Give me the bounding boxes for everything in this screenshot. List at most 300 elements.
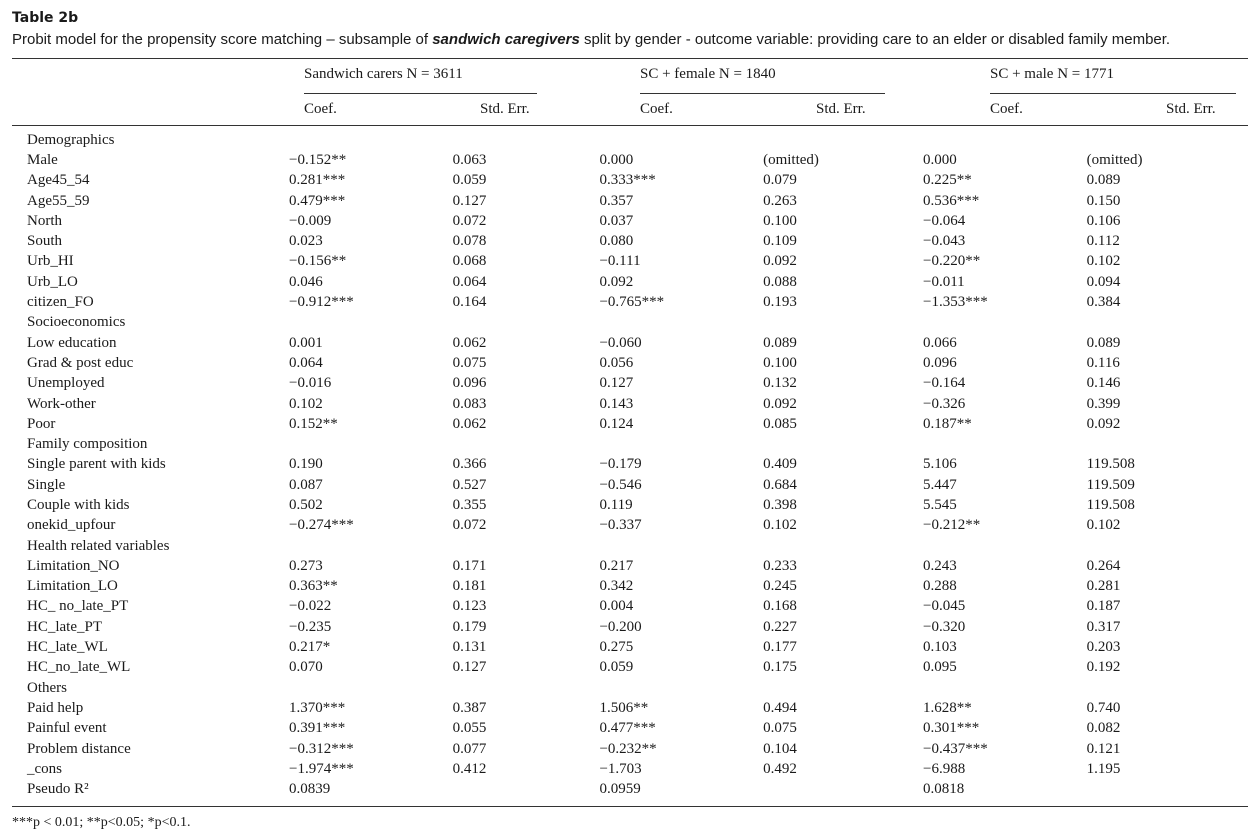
coef-cell: −0.437*** [923, 740, 988, 757]
coef-cell: 0.080 [599, 233, 634, 250]
spacer-cell [1176, 556, 1260, 576]
table-row [0, 191, 1260, 211]
coef-cell: 5.447 [923, 476, 957, 493]
std-err-cell: 0.079 [763, 172, 797, 189]
std-err-cell: 0.317 [1086, 618, 1121, 635]
coef-cell: 0.357 [599, 192, 634, 209]
section-label: Demographics [27, 131, 115, 148]
std-err-cell: 0.092 [1086, 415, 1121, 432]
coef-cell: 0.288 [923, 578, 957, 595]
group-header-male: SC + male N = 1771 [990, 66, 1114, 82]
std-err-cell: 119.508 [1086, 496, 1135, 513]
std-err-cell: 0.132 [763, 375, 797, 392]
spacer-cell [1176, 739, 1260, 759]
table-row [0, 495, 1260, 515]
std-err-cell: 0.055 [452, 720, 487, 737]
std-err-cell [453, 130, 600, 150]
spacer-cell [1176, 719, 1260, 739]
std-err-cell: 0.192 [1086, 659, 1121, 676]
std-err-cell [1087, 678, 1177, 698]
coef-cell: 0.124 [599, 415, 634, 432]
variable-label: Age55_59 [27, 192, 90, 209]
coef-cell: 0.0839 [289, 781, 331, 798]
table-row [0, 292, 1260, 312]
section-row [0, 536, 1260, 556]
coef-cell: 0.059 [599, 659, 634, 676]
coef-cell: 0.056 [599, 354, 634, 371]
std-err-cell: 0.100 [763, 354, 797, 371]
variable-label: Male [27, 151, 58, 168]
spacer-cell [1176, 597, 1260, 617]
std-err-cell: 0.102 [1086, 253, 1121, 270]
std-err-cell: 0.494 [763, 699, 797, 716]
coef-cell [923, 130, 1087, 150]
table-row [0, 759, 1260, 779]
variable-label: Problem distance [27, 740, 131, 757]
coef-cell: −0.011 [923, 273, 965, 290]
std-err-cell: 0.684 [763, 476, 797, 493]
std-err-cell: 0.123 [452, 598, 487, 615]
spacer-cell [1176, 516, 1260, 536]
coef-cell: −6.988 [923, 760, 966, 777]
variable-label: Painful event [27, 720, 107, 737]
std-err-cell: 0.102 [763, 517, 797, 534]
variable-label: HC_late_PT [27, 618, 102, 635]
coef-cell: −1.974*** [289, 760, 354, 777]
std-err-cell [763, 678, 923, 698]
col-header-coef: Coef. [990, 101, 1023, 117]
table-row [0, 698, 1260, 718]
coef-cell [289, 434, 453, 454]
table-row [0, 719, 1260, 739]
std-err-cell [453, 313, 600, 333]
spacer-cell [1176, 272, 1260, 292]
table-row [0, 617, 1260, 637]
std-err-cell: 0.121 [1086, 740, 1121, 757]
std-err-cell: 0.100 [763, 212, 797, 229]
std-err-cell [1087, 780, 1177, 800]
spacer-cell [1176, 780, 1260, 800]
std-err-cell: 0.492 [763, 760, 797, 777]
coef-cell: 0.070 [289, 659, 323, 676]
coef-cell: 0.502 [289, 496, 323, 513]
coef-cell: −0.232** [599, 740, 657, 757]
std-err-cell [453, 678, 600, 698]
coef-cell: −0.152** [289, 151, 347, 168]
std-err-cell: 0.263 [763, 192, 797, 209]
std-err-cell: 0.089 [1086, 172, 1121, 189]
std-err-cell: 119.509 [1086, 476, 1135, 493]
std-err-cell: 0.072 [452, 212, 487, 229]
std-err-cell: 0.082 [1086, 720, 1121, 737]
table-caption [12, 31, 1257, 48]
coef-cell: 0.037 [599, 212, 634, 229]
section-label: Socioeconomics [27, 314, 126, 331]
caption-text-emphasis: sandwich caregivers [432, 31, 580, 48]
std-err-cell: 0.527 [452, 476, 487, 493]
coef-cell: 5.545 [923, 496, 957, 513]
std-err-cell: 1.195 [1086, 760, 1121, 777]
std-err-cell: 0.409 [763, 456, 797, 473]
header-rule [12, 125, 1248, 126]
table-row [0, 150, 1260, 170]
coef-cell: 0.363** [289, 578, 338, 595]
spacer-cell [1176, 617, 1260, 637]
coef-cell: 0.023 [289, 233, 323, 250]
std-err-cell: 0.412 [452, 760, 487, 777]
coef-cell: −0.064 [923, 212, 966, 229]
variable-label: Couple with kids [27, 496, 130, 513]
coef-cell: −0.164 [923, 375, 966, 392]
std-err-cell: 0.366 [452, 456, 487, 473]
std-err-cell: 0.387 [452, 699, 487, 716]
table-row [0, 597, 1260, 617]
coef-cell: 0.217 [599, 557, 634, 574]
table-row [0, 556, 1260, 576]
variable-label: Single parent with kids [27, 456, 166, 473]
variable-label: Single [27, 476, 66, 493]
coef-cell: 0.066 [923, 334, 957, 351]
table-title: Table 2b [12, 10, 79, 26]
spacer-cell [1176, 394, 1260, 414]
coef-cell: 1.370*** [289, 699, 346, 716]
coef-cell: 0.243 [923, 557, 957, 574]
spacer-cell [1176, 577, 1260, 597]
coef-cell: −0.337 [599, 517, 642, 534]
section-row [0, 434, 1260, 454]
std-err-cell: 0.063 [452, 151, 487, 168]
section-label: Health related variables [27, 537, 170, 554]
coef-cell: −0.312*** [289, 740, 354, 757]
col-header-std-err: Std. Err. [816, 101, 866, 117]
coef-cell: 0.143 [599, 395, 634, 412]
spacer-cell [1176, 191, 1260, 211]
coef-cell: 0.391*** [289, 720, 346, 737]
coef-cell: 0.087 [289, 476, 323, 493]
coef-cell: −0.200 [599, 618, 642, 635]
coef-cell: 0.477*** [599, 720, 656, 737]
spacer-cell [1176, 678, 1260, 698]
coef-cell: 0.000 [599, 151, 634, 168]
spacer-cell [1176, 475, 1260, 495]
variable-label: HC_ no_late_PT [27, 598, 129, 615]
group-underline [990, 93, 1236, 94]
spacer-cell [1176, 434, 1260, 454]
coef-cell: −0.546 [599, 476, 642, 493]
coef-cell: 0.536*** [923, 192, 980, 209]
coef-cell: −0.274*** [289, 517, 354, 534]
section-row [0, 130, 1260, 150]
coef-cell: −0.326 [923, 395, 966, 412]
table-row [0, 231, 1260, 251]
spacer-cell [1176, 231, 1260, 251]
col-header-std-err: Std. Err. [480, 101, 530, 117]
coef-cell: 0.333*** [599, 172, 656, 189]
std-err-cell: 0.127 [452, 659, 487, 676]
group-underline [640, 93, 885, 94]
col-header-coef: Coef. [640, 101, 673, 117]
spacer-cell [1176, 292, 1260, 312]
coef-cell [923, 313, 1087, 333]
std-err-cell [1087, 313, 1177, 333]
table-row [0, 780, 1260, 800]
std-err-cell: 0.085 [763, 415, 797, 432]
std-err-cell: 0.109 [763, 233, 797, 250]
table-row [0, 252, 1260, 272]
coef-cell [599, 434, 763, 454]
coef-cell: −0.016 [289, 375, 332, 392]
table-row [0, 394, 1260, 414]
coef-cell [923, 536, 1087, 556]
std-err-cell: 0.193 [763, 294, 797, 311]
std-err-cell: 0.075 [763, 720, 797, 737]
std-err-cell [763, 780, 923, 800]
coef-cell: 0.273 [289, 557, 323, 574]
coef-cell: −1.353*** [923, 294, 988, 311]
table-row [0, 211, 1260, 231]
std-err-cell: 0.092 [763, 253, 797, 270]
std-err-cell: 0.233 [763, 557, 797, 574]
std-err-cell: 0.062 [452, 415, 487, 432]
std-err-cell: 0.203 [1086, 639, 1121, 656]
coef-cell: 0.102 [289, 395, 323, 412]
coef-cell: 0.001 [289, 334, 323, 351]
std-err-cell: 0.245 [763, 578, 797, 595]
std-err-cell [763, 130, 923, 150]
std-err-cell: 0.740 [1086, 699, 1121, 716]
spacer-cell [1176, 374, 1260, 394]
variable-label: Limitation_LO [27, 578, 118, 595]
coef-cell [599, 130, 763, 150]
coef-cell: −0.765*** [599, 294, 665, 311]
table-row [0, 637, 1260, 657]
std-err-cell: 0.127 [452, 192, 487, 209]
coef-cell: −1.703 [599, 760, 642, 777]
group-header-sandwich: Sandwich carers N = 3611 [304, 66, 463, 82]
std-err-cell: 0.264 [1086, 557, 1121, 574]
results-table-body [0, 130, 1260, 800]
coef-cell [923, 678, 1087, 698]
top-rule [12, 58, 1248, 59]
coef-cell: 0.095 [923, 659, 957, 676]
std-err-cell: 0.072 [452, 517, 487, 534]
spacer-cell [1176, 353, 1260, 373]
variable-label: _cons [27, 760, 62, 777]
std-err-cell: 0.106 [1086, 212, 1121, 229]
std-err-cell: 0.078 [452, 233, 487, 250]
std-err-cell: 0.112 [1086, 233, 1120, 250]
std-err-cell: 0.092 [763, 395, 797, 412]
coef-cell: 0.004 [599, 598, 634, 615]
caption-text-post: split by gender - outcome variable: providing care to an elder or disabled family member. [579, 31, 1171, 48]
coef-cell: −0.912*** [289, 294, 354, 311]
variable-label: Low education [27, 334, 117, 351]
variable-label: HC_no_late_WL [27, 659, 131, 676]
std-err-cell: 0.064 [452, 273, 487, 290]
coef-cell: 0.275 [599, 639, 634, 656]
spacer-cell [1176, 495, 1260, 515]
section-row [0, 678, 1260, 698]
spacer-cell [1176, 759, 1260, 779]
std-err-cell: 119.508 [1086, 456, 1135, 473]
std-err-cell [453, 536, 600, 556]
coef-cell [289, 130, 453, 150]
coef-cell: 0.0818 [923, 781, 965, 798]
std-err-cell [1087, 536, 1177, 556]
bottom-rule [12, 806, 1248, 807]
std-err-cell: 0.227 [763, 618, 797, 635]
spacer-cell [1176, 455, 1260, 475]
coef-cell: −0.212** [923, 517, 981, 534]
table-row [0, 414, 1260, 434]
std-err-cell [763, 434, 923, 454]
variable-label: Urb_LO [27, 273, 78, 290]
std-err-cell: 0.131 [452, 639, 487, 656]
std-err-cell: 0.164 [452, 294, 487, 311]
coef-cell: 5.106 [923, 456, 957, 473]
significance-footnote: ***p < 0.01; **p<0.05; *p<0.1. [12, 815, 191, 830]
std-err-cell: 0.171 [452, 557, 487, 574]
table-row [0, 374, 1260, 394]
std-err-cell: 0.089 [1086, 334, 1121, 351]
variable-label: Work-other [27, 395, 96, 412]
spacer-cell [1176, 211, 1260, 231]
table-row [0, 658, 1260, 678]
col-header-coef: Coef. [304, 101, 337, 117]
variable-label: South [27, 233, 63, 250]
spacer-cell [1176, 637, 1260, 657]
coef-cell: 0.096 [923, 354, 957, 371]
variable-label: Pseudo R² [27, 781, 89, 798]
table-row [0, 739, 1260, 759]
coef-cell: −0.179 [599, 456, 642, 473]
spacer-cell [1176, 313, 1260, 333]
std-err-cell: 0.088 [763, 273, 797, 290]
coef-cell [599, 313, 763, 333]
coef-cell: −0.045 [923, 598, 966, 615]
coef-cell: 0.225** [923, 172, 972, 189]
coef-cell: 0.046 [289, 273, 323, 290]
std-err-cell: 0.168 [763, 598, 797, 615]
std-err-cell: 0.089 [763, 334, 797, 351]
coef-cell [599, 536, 763, 556]
std-err-cell: 0.062 [452, 334, 487, 351]
coef-cell: 1.628** [923, 699, 972, 716]
std-err-cell: 0.150 [1086, 192, 1121, 209]
coef-cell: −0.111 [599, 253, 641, 270]
coef-cell: 0.190 [289, 456, 323, 473]
variable-label: Grad & post educ [27, 354, 134, 371]
std-err-cell: 0.177 [763, 639, 797, 656]
coef-cell: −0.043 [923, 233, 966, 250]
coef-cell [289, 536, 453, 556]
group-underline [304, 93, 537, 94]
coef-cell: 0.0959 [599, 781, 641, 798]
coef-cell: 0.127 [599, 375, 634, 392]
coef-cell: 0.064 [289, 354, 323, 371]
table-row [0, 272, 1260, 292]
variable-label: Urb_HI [27, 253, 74, 270]
coef-cell [289, 313, 453, 333]
table-row [0, 333, 1260, 353]
coef-cell: 0.281*** [289, 172, 346, 189]
table-row [0, 577, 1260, 597]
coef-cell: 0.103 [923, 639, 957, 656]
results-table [0, 130, 1260, 800]
variable-label: North [27, 212, 62, 229]
std-err-cell: 0.096 [452, 375, 487, 392]
std-err-cell: 0.179 [452, 618, 487, 635]
std-err-cell: (omitted) [1086, 151, 1143, 168]
section-label: Family composition [27, 436, 148, 453]
coef-cell: 0.092 [599, 273, 634, 290]
std-err-cell [1087, 434, 1177, 454]
coef-cell: 1.506** [599, 699, 649, 716]
table-row [0, 353, 1260, 373]
coef-cell: 0.119 [599, 496, 633, 513]
coef-cell: 0.301*** [923, 720, 980, 737]
variable-label: Age45_54 [27, 172, 90, 189]
std-err-cell [453, 434, 600, 454]
coef-cell: 0.217* [289, 639, 331, 656]
std-err-cell [763, 313, 923, 333]
spacer-cell [1176, 171, 1260, 191]
variable-label: Unemployed [27, 375, 105, 392]
spacer-cell [1176, 252, 1260, 272]
coef-cell: −0.022 [289, 598, 332, 615]
std-err-cell [1087, 130, 1177, 150]
coef-cell: −0.235 [289, 618, 332, 635]
std-err-cell: 0.075 [452, 354, 487, 371]
coef-cell: 0.152** [289, 415, 338, 432]
col-header-std-err: Std. Err. [1166, 101, 1216, 117]
std-err-cell: 0.104 [763, 740, 797, 757]
std-err-cell: 0.399 [1086, 395, 1121, 412]
std-err-cell: 0.102 [1086, 517, 1121, 534]
std-err-cell: (omitted) [763, 151, 819, 168]
coef-cell: −0.220** [923, 253, 981, 270]
coef-cell: −0.320 [923, 618, 966, 635]
coef-cell [923, 434, 1087, 454]
std-err-cell: 0.384 [1086, 294, 1121, 311]
std-err-cell: 0.281 [1086, 578, 1121, 595]
variable-label: onekid_upfour [27, 517, 116, 534]
std-err-cell: 0.398 [763, 496, 797, 513]
section-label: Others [27, 679, 67, 696]
std-err-cell: 0.355 [452, 496, 487, 513]
std-err-cell: 0.146 [1086, 375, 1121, 392]
std-err-cell [763, 536, 923, 556]
std-err-cell: 0.059 [452, 172, 487, 189]
std-err-cell: 0.083 [452, 395, 487, 412]
variable-label: Paid help [27, 699, 84, 716]
std-err-cell: 0.175 [763, 659, 797, 676]
table-row [0, 171, 1260, 191]
variable-label: HC_late_WL [27, 639, 108, 656]
spacer-cell [1176, 150, 1260, 170]
coef-cell: 0.479*** [289, 192, 346, 209]
table-row [0, 516, 1260, 536]
coef-cell [289, 678, 453, 698]
variable-label: Limitation_NO [27, 557, 120, 574]
spacer-cell [1176, 698, 1260, 718]
std-err-cell: 0.068 [452, 253, 487, 270]
table-row [0, 475, 1260, 495]
std-err-cell: 0.181 [452, 578, 487, 595]
spacer-cell [1176, 658, 1260, 678]
spacer-cell [1176, 414, 1260, 434]
coef-cell: −0.009 [289, 212, 332, 229]
